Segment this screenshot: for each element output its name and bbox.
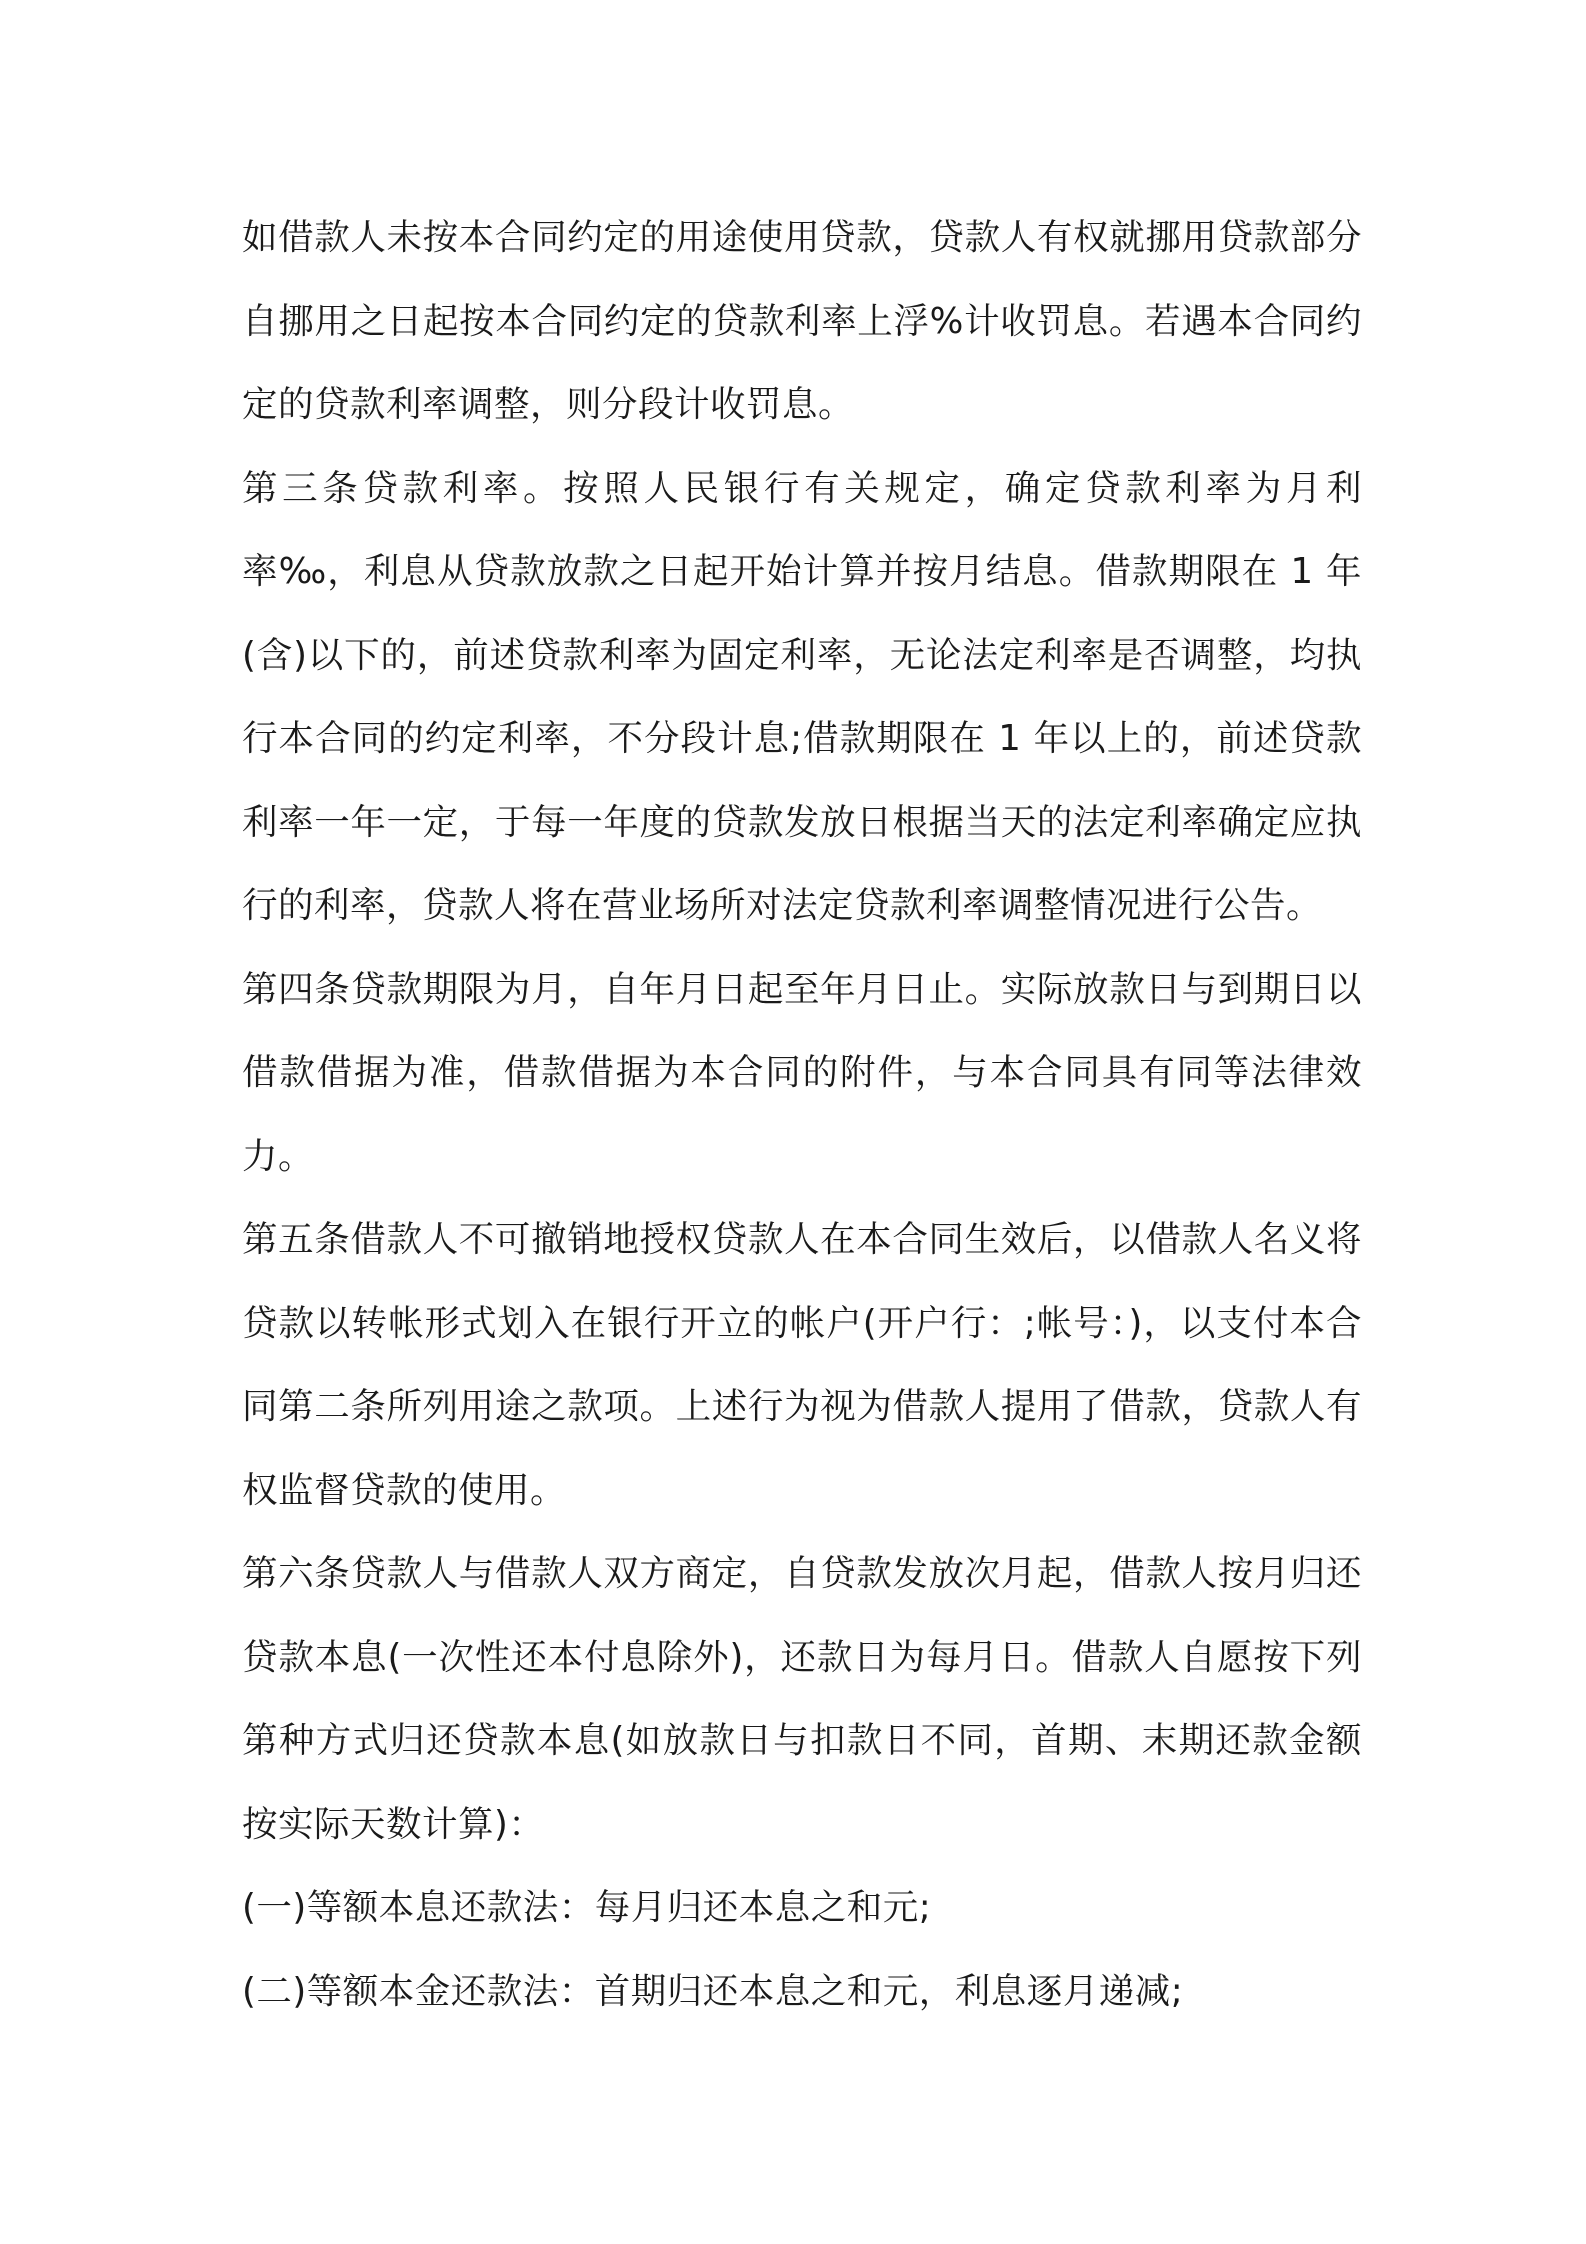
list-item-equal-installment: (一)等额本息还款法：每月归还本息之和元; [242, 1887, 932, 1928]
paragraph-article-5-authorization: 第五条借款人不可撤销地授权贷款人在本合同生效后，以借款人名义将贷款以转帐形式划入在银行开立的帐户(开户行：;帐号：)，以支付本合同第二条所列用途之款项。上述行为视为借款人提用了借款，贷款人有权监督贷款的使用。 [242, 1219, 1362, 1511]
paragraph-article-3-interest-rate: 第三条贷款利率。按照人民银行有关规定，确定贷款利率为月利率‰，利息从贷款放款之日起开始计算并按月结息。借款期限在 1 年(含)以下的，前述贷款利率为固定利率，无论法定利率是否调整，均执行本合同的约定利率，不分段计息;借款期限在 1 年以上的，前述贷款利率一年一定，于每一年度的贷款发放日根据当天的法定利率确定应执行的利率，贷款人将在营业场所对法定贷款利率调整情况进行公告。 [242, 467, 1362, 926]
paragraph-misuse-penalty: 如借款人未按本合同约定的用途使用贷款，贷款人有权就挪用贷款部分自挪用之日起按本合同约定的贷款利率上浮%计收罚息。若遇本合同约定的贷款利率调整，则分段计收罚息。 [242, 217, 1362, 425]
list-item-equal-principal: (二)等额本金还款法：首期归还本息之和元，利息逐月递减; [242, 1970, 1184, 2012]
paragraph-article-6-repayment: 第六条贷款人与借款人双方商定，自贷款发放次月起，借款人按月归还贷款本息(一次性还本付息除外)，还款日为每月日。借款人自愿按下列第种方式归还贷款本息(如放款日与扣款日不同，首期、末期还款金额按实际天数计算)： [242, 1553, 1362, 1845]
paragraph-article-4-loan-term: 第四条贷款期限为月，自年月日起至年月日止。实际放款日与到期日以借款借据为准，借款借据为本合同的附件，与本合同具有同等法律效力。 [242, 968, 1362, 1177]
document-body [242, 196, 1362, 2033]
